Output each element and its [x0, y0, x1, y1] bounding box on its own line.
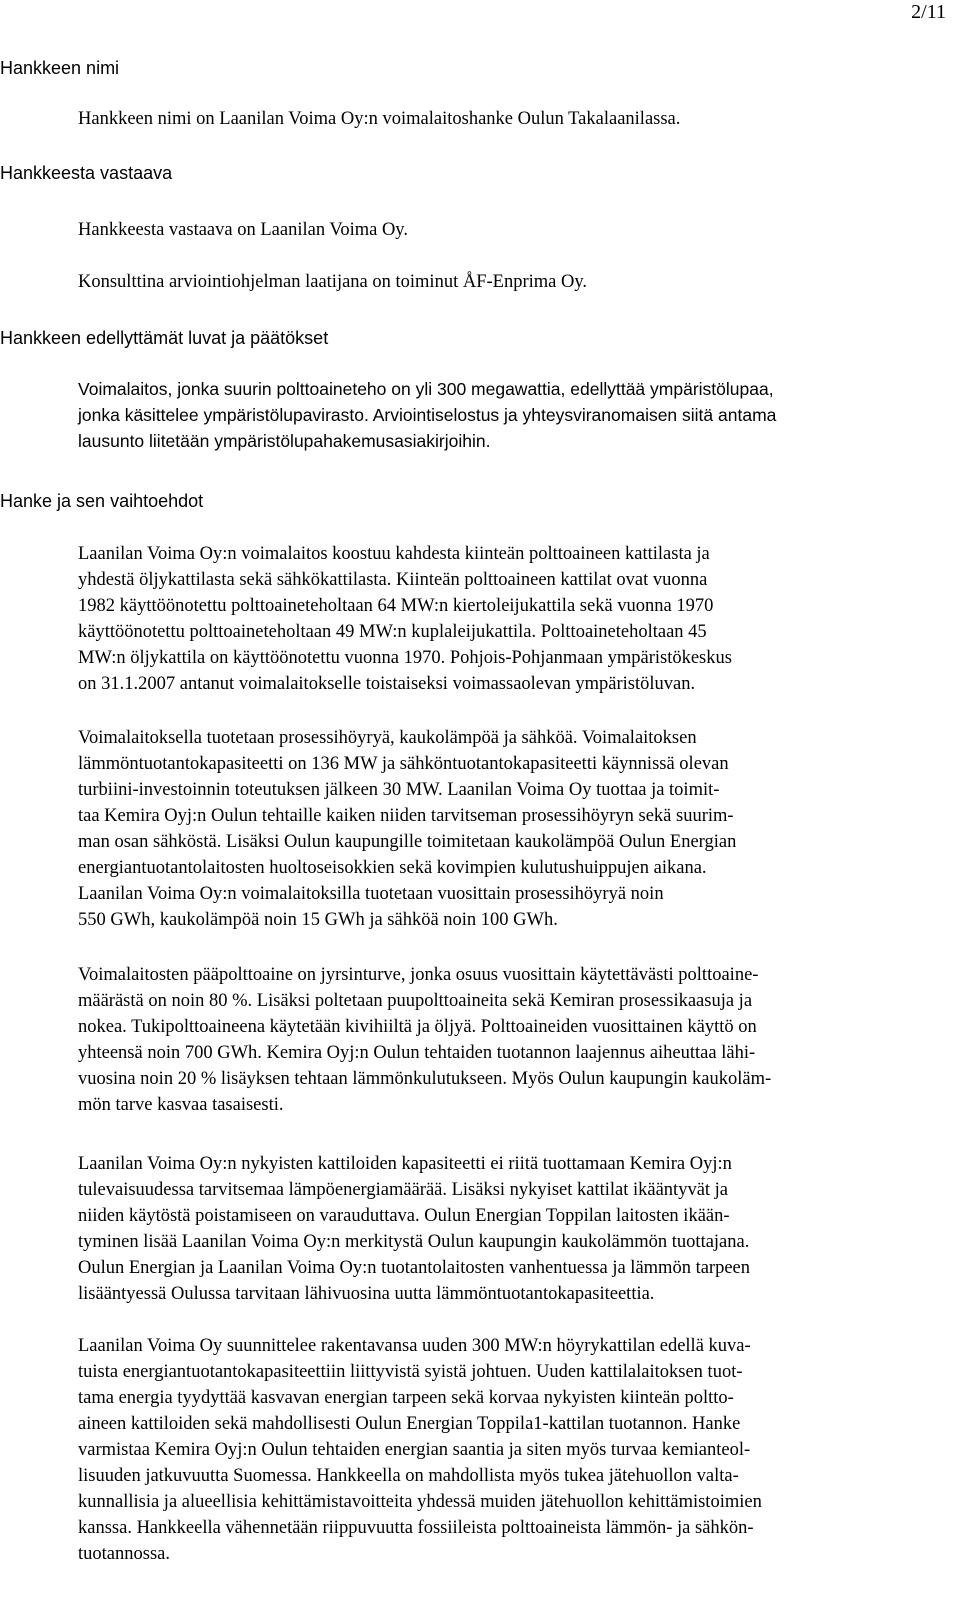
- text-line: lisuuden jatkuvuutta Suomessa. Hankkeella on mahdollista myös tukea jätehuollon valta-: [78, 1466, 739, 1486]
- text-line: Laanilan Voima Oy suunnittelee rakentavansa uuden 300 MW:n höyrykattilan edellä kuva-: [78, 1336, 751, 1356]
- paragraph: [78, 376, 958, 454]
- text-line: tyminen lisää Laanilan Voima Oy:n merkitystä Oulun kaupungin kaukolämmön tuottajana.: [78, 1232, 750, 1252]
- text-line: tuotannossa.: [78, 1544, 170, 1564]
- text-line: lausunto liitetään ympäristölupahakemusasiakirjoihin.: [78, 431, 491, 451]
- text-line: nokea. Tukipolttoaineena käytetään kivihiiltä ja öljyä. Polttoaineiden vuosittainen käyttö on: [78, 1017, 757, 1037]
- text-line: käyttöönotettu polttoaineteholtaan 49 MW:n kuplaleijukattila. Polttoaineteholtaan 45: [78, 622, 707, 642]
- text-line: 1982 käyttöönotettu polttoaineteholtaan 64 MW:n kiertoleijukattila sekä vuonna 1970: [78, 596, 714, 616]
- paragraph: [78, 1151, 958, 1307]
- text-line: turbiini-investoinnin toteutuksen jälkeen 30 MW. Laanilan Voima Oy tuottaa ja toimit-: [78, 780, 720, 800]
- text-line: energiantuotantolaitosten huoltoseisokkien sekä kovimpien kulutushuippujen aikana.: [78, 858, 707, 878]
- paragraph: [78, 725, 958, 933]
- text-line: yhdestä öljykattilasta sekä sähkökattilasta. Kiinteän polttoaineen kattilat ovat vuonna: [78, 570, 708, 590]
- paragraph: [78, 106, 958, 132]
- text-line: lämmöntuotantokapasiteetti on 136 MW ja sähköntuotantokapasiteetti käynnissä olevan: [78, 754, 729, 774]
- text-line: tuista energiantuotantokapasiteettiin liittyvistä syistä johtuen. Uuden kattilalaitoksen tuot-: [78, 1362, 743, 1382]
- text-line: Laanilan Voima Oy:n voimalaitoksilla tuotetaan vuosittain prosessihöyryä noin: [78, 884, 664, 904]
- text-line: kunnallisia ja alueellisia kehittämistavoitteita yhdessä muiden jätehuollon kehittämistoimien: [78, 1492, 762, 1512]
- text-line: man osan sähköstä. Lisäksi Oulun kaupungille toimitetaan kaukolämpöä Oulun Energian: [78, 832, 737, 852]
- text-line: Voimalaitos, jonka suurin polttoaineteho on yli 300 megawattia, edellyttää ympäristölupaa,: [78, 379, 774, 399]
- section-heading-permits: Hankkeen edellyttämät luvat ja päätökset: [0, 328, 329, 348]
- text-line: Oulun Energian ja Laanilan Voima Oy:n tuotantolaitosten vanhentuessa ja lämmön tarpeen: [78, 1258, 750, 1278]
- text-line: Hankkeesta vastaava on Laanilan Voima Oy.: [78, 220, 408, 240]
- section-heading-project-alternatives: Hanke ja sen vaihtoehdot: [0, 491, 204, 511]
- section-heading-project-name: Hankkeen nimi: [0, 58, 120, 78]
- text-line: tulevaisuudessa tarvitsemaa lämpöenergiamäärää. Lisäksi nykyiset kattilat ikääntyvät ja: [78, 1180, 729, 1200]
- text-line: Laanilan Voima Oy:n voimalaitos koostuu kahdesta kiinteän polttoaineen kattilasta ja: [78, 544, 710, 564]
- text-line: Konsulttina arviointiohjelman laatijana on toiminut ÅF-Enprima Oy.: [78, 272, 588, 292]
- text-line: aineen kattiloiden sekä mahdollisesti Oulun Energian Toppila1-kattilan tuotannon. Hanke: [78, 1414, 741, 1434]
- text-line: Laanilan Voima Oy:n nykyisten kattiloiden kapasiteetti ei riitä tuottamaan Kemira Oyj:n: [78, 1154, 732, 1174]
- text-line: taa Kemira Oyj:n Oulun tehtaille kaiken niiden tarvitseman prosessihöyryn sekä suurim-: [78, 806, 734, 826]
- text-line: niiden käytöstä poistamiseen on varauduttava. Oulun Energian Toppilan laitosten ikään-: [78, 1206, 730, 1226]
- text-line: Hankkeen nimi on Laanilan Voima Oy:n voimalaitoshanke Oulun Takalaanilassa.: [78, 109, 681, 129]
- paragraph: [78, 962, 958, 1118]
- paragraph: [78, 217, 958, 243]
- page-number: 2/11: [911, 1, 946, 23]
- text-line: lisääntyessä Oulussa tarvitaan lähivuosina uutta lämmöntuotantokapasiteettia.: [78, 1284, 655, 1304]
- text-line: määrästä on noin 80 %. Lisäksi poltetaan puupolttoaineita sekä Kemiran prosessikaasuja ja: [78, 991, 753, 1011]
- text-line: kanssa. Hankkeella vähennetään riippuvuutta fossiileista polttoaineista lämmön- ja sähkön-: [78, 1518, 754, 1538]
- text-line: tama energia tyydyttää kasvavan energian tarpeen sekä korvaa nykyisten kiinteän poltto-: [78, 1388, 734, 1408]
- paragraph: [78, 1333, 958, 1567]
- paragraph: [78, 541, 958, 697]
- text-line: 550 GWh, kaukolämpöä noin 15 GWh ja sähköä noin 100 GWh.: [78, 910, 558, 930]
- text-line: yhteensä noin 700 GWh. Kemira Oyj:n Oulun tehtaiden tuotannon laajennus aiheuttaa lähi-: [78, 1043, 756, 1063]
- section-heading-responsible-party: Hankkeesta vastaava: [0, 163, 173, 183]
- text-line: mön tarve kasvaa tasaisesti.: [78, 1095, 284, 1115]
- text-line: on 31.1.2007 antanut voimalaitokselle toistaiseksi voimassaolevan ympäristöluvan.: [78, 674, 696, 694]
- text-line: jonka käsittelee ympäristölupavirasto. Arviointiselostus ja yhteysviranomaisen siitä antama: [78, 405, 777, 425]
- text-line: MW:n öljykattila on käyttöönotettu vuonna 1970. Pohjois-Pohjanmaan ympäristökeskus: [78, 648, 732, 668]
- text-line: vuosina noin 20 % lisäyksen tehtaan lämmönkulutukseen. Myös Oulun kaupungin kaukoläm-: [78, 1069, 772, 1089]
- paragraph: [78, 269, 958, 295]
- text-line: varmistaa Kemira Oyj:n Oulun tehtaiden energian saantia ja siten myös turvaa kemianteol-: [78, 1440, 751, 1460]
- text-line: Voimalaitosten pääpolttoaine on jyrsinturve, jonka osuus vuosittain käytettävästi polttoaine-: [78, 965, 759, 985]
- text-line: Voimalaitoksella tuotetaan prosessihöyryä, kaukolämpöä ja sähköä. Voimalaitoksen: [78, 728, 697, 748]
